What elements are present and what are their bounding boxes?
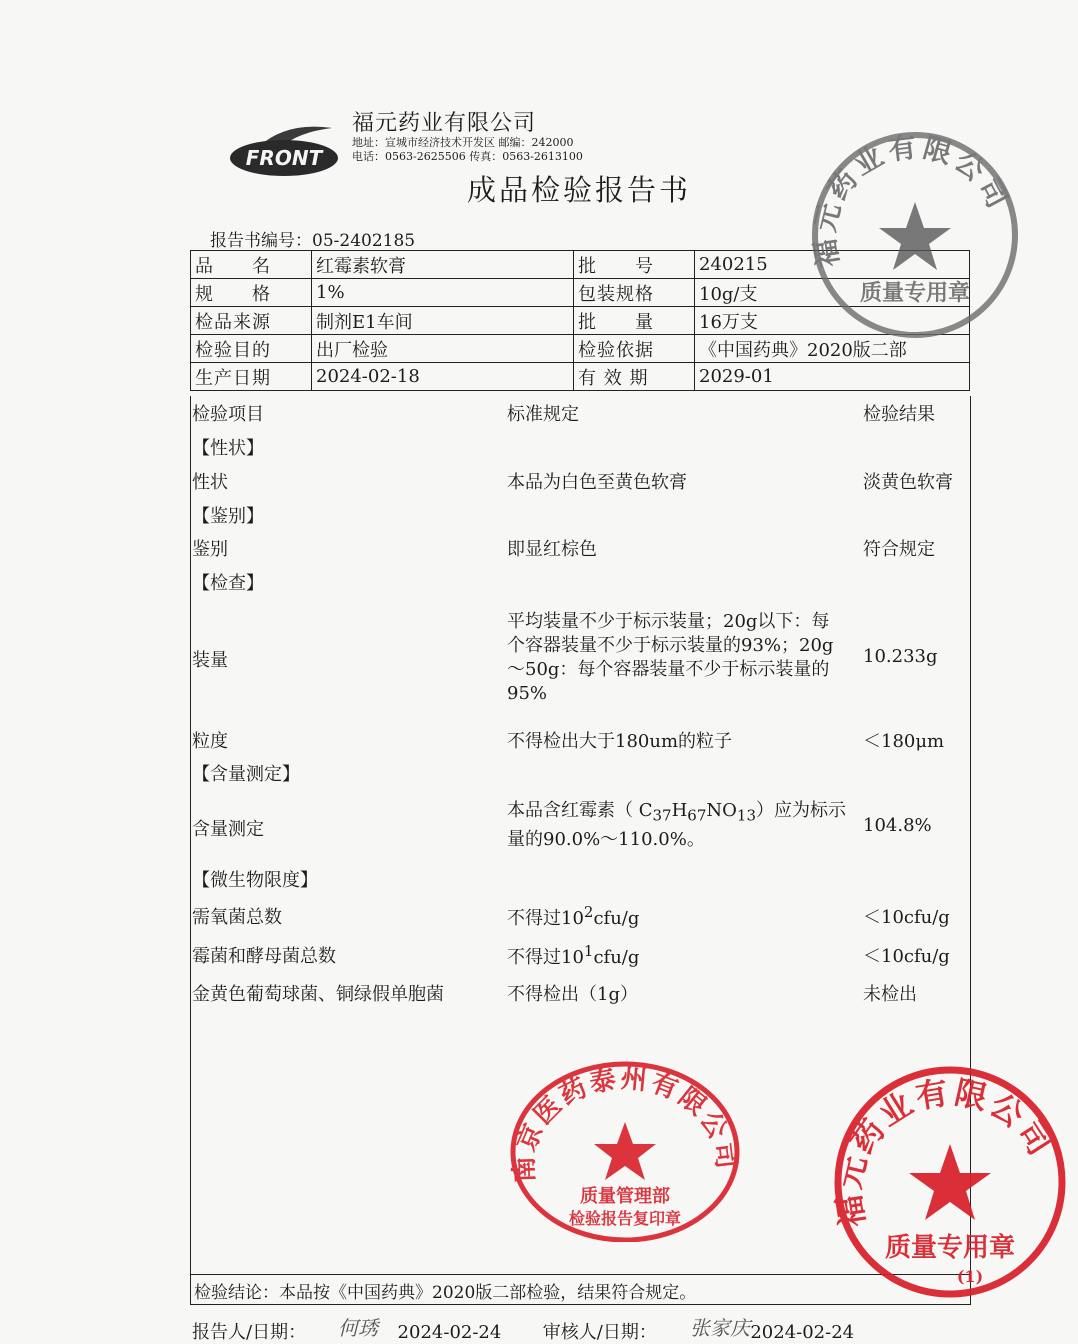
aerobic-std-pre: 不得过10 — [507, 908, 584, 929]
info-label: 检验依据 — [574, 335, 695, 363]
row-standard: 本品为白色至黄色软膏 — [507, 472, 687, 493]
row-standard — [507, 799, 847, 852]
seal-ring-text: 福元药业有限公司 — [829, 1072, 1061, 1231]
header-item: 检验项目 — [192, 404, 264, 425]
info-label: 品 名 — [191, 251, 312, 279]
reviewer-date: 2024-02-24 — [750, 1322, 855, 1343]
report-number: 报告书编号：05-2402185 — [210, 231, 416, 251]
assay-sub: 13 — [736, 806, 756, 825]
row-item: 含量测定 — [192, 819, 264, 840]
info-value: 出厂检验 — [312, 335, 574, 363]
mold-std-pre: 不得过10 — [507, 947, 584, 968]
info-value: 240215 — [695, 251, 970, 279]
row-result: ＜10cfu/g — [863, 946, 950, 967]
row-standard: 即显红棕色 — [507, 539, 597, 560]
row-result: ＜180μm — [863, 731, 945, 752]
aerobic-sup: 2 — [583, 903, 594, 921]
company-phone: 电话：0563-2625506 传真：0563-2613100 — [352, 150, 583, 163]
section-microbial: 【微生物限度】 — [192, 870, 318, 891]
assay-sub: 67 — [687, 806, 707, 825]
assay-h: H — [671, 800, 688, 821]
header-standard: 标准规定 — [507, 404, 579, 425]
info-value: 1% — [312, 279, 574, 307]
info-label: 有 效 期 — [574, 363, 695, 391]
seal-inner-text: 质量专用章 — [884, 1233, 1016, 1263]
company-contact — [352, 136, 583, 164]
assay-standard-post: ）应为标示量的90.0%～110.0%。 — [507, 800, 846, 850]
section-appearance: 【性状】 — [192, 438, 264, 459]
aerobic-std-post: cfu/g — [593, 908, 640, 929]
mold-std-post: cfu/g — [593, 947, 640, 968]
seal-ring-text: 南京医药泰州有限公司 — [509, 1064, 742, 1183]
row-standard: 不得检出（1g） — [507, 984, 638, 1005]
assay-standard-pre: 本品含红霉素（ C — [507, 800, 653, 821]
section-examination: 【检查】 — [192, 573, 264, 594]
row-result: 104.8% — [863, 815, 932, 836]
assay-no: NO — [706, 800, 737, 821]
row-item: 粒度 — [192, 731, 228, 752]
document-title: 成品检验报告书 — [466, 173, 691, 207]
row-item: 鉴别 — [192, 539, 228, 560]
reviewer-signature: 张家庆 — [690, 1316, 750, 1340]
reporter-date: 2024-02-24 — [397, 1322, 502, 1343]
row-result: ＜10cfu/g — [863, 907, 950, 928]
header-result: 检验结果 — [863, 404, 935, 425]
row-item: 性状 — [192, 472, 228, 493]
row-standard — [507, 903, 639, 930]
seal-inner-text: 质量管理部 — [580, 1186, 670, 1207]
reviewer-label: 审核人/日期： — [542, 1322, 657, 1343]
seal-inner-text: 检验报告复印章 — [568, 1209, 682, 1228]
row-result: 10.233g — [863, 646, 938, 667]
seal-inner-text: 质量专用章 — [859, 280, 971, 306]
row-result: 未检出 — [863, 984, 917, 1005]
info-value: 2029-01 — [695, 363, 970, 391]
logo-text: FRONT — [245, 146, 323, 170]
signature-line — [192, 1318, 854, 1344]
row-item: 金黄色葡萄球菌、铜绿假单胞菌 — [192, 984, 444, 1005]
info-label: 检验目的 — [191, 335, 312, 363]
company-name: 福元药业有限公司 — [352, 111, 537, 136]
assay-sub: 37 — [652, 806, 672, 825]
info-value: 2024-02-18 — [312, 363, 574, 391]
row-standard: 平均装量不少于标示装量；20g以下：每个容器装量不少于标示装量的93%；20g～50g：每个容器装量不少于标示装量的95% — [507, 611, 834, 704]
info-value: 10g/支 — [695, 279, 970, 307]
seal-mark: (1) — [956, 1267, 984, 1286]
info-label: 规 格 — [191, 279, 312, 307]
info-label: 批 号 — [574, 251, 695, 279]
info-label: 检品来源 — [191, 307, 312, 335]
row-standard — [507, 942, 639, 969]
mold-sup: 1 — [583, 942, 594, 960]
row-result: 淡黄色软膏 — [863, 472, 953, 493]
info-value: 制剂E1车间 — [312, 307, 574, 335]
info-label: 批 量 — [574, 307, 695, 335]
nanjing-seal — [505, 1052, 745, 1242]
section-assay: 【含量测定】 — [192, 764, 300, 785]
info-value: 《中国药典》2020版二部 — [695, 335, 970, 363]
info-label: 生产日期 — [191, 363, 312, 391]
reporter-signature: 何琇 — [338, 1316, 378, 1340]
info-value: 红霉素软膏 — [312, 251, 574, 279]
quality-seal-bottom — [828, 1060, 1073, 1305]
company-address: 地址：宣城市经济技术开发区 邮编：242000 — [352, 136, 574, 149]
row-item: 需氧菌总数 — [192, 907, 282, 928]
seal-ring-text: 福元药业有限公司 — [807, 130, 1017, 270]
info-row — [191, 363, 970, 391]
reporter-label: 报告人/日期： — [192, 1322, 307, 1343]
row-item: 霉菌和酵母菌总数 — [192, 946, 336, 967]
info-value: 16万支 — [695, 307, 970, 335]
row-result: 符合规定 — [863, 539, 935, 560]
info-label: 包装规格 — [574, 279, 695, 307]
conclusion: 检验结论：本品按《中国药典》2020版二部检验，结果符合规定。 — [194, 1283, 697, 1303]
row-item: 装量 — [192, 650, 228, 671]
row-standard: 不得检出大于180um的粒子 — [507, 731, 733, 752]
quality-seal-top — [800, 120, 1030, 350]
section-identification: 【鉴别】 — [192, 506, 264, 527]
